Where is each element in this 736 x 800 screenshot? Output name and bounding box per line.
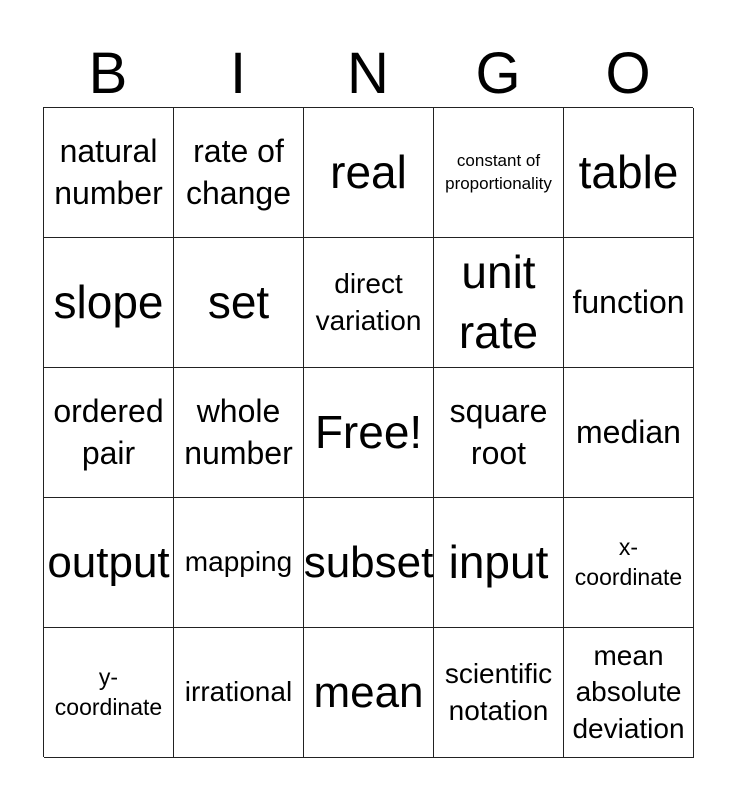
- bingo-cell[interactable]: mean absolute deviation: [564, 628, 694, 758]
- bingo-cell[interactable]: function: [564, 238, 694, 368]
- header-letter-g: G: [475, 41, 521, 106]
- bingo-cell[interactable]: table: [564, 108, 694, 238]
- bingo-cell[interactable]: slope: [44, 238, 174, 368]
- header-letter-b: B: [88, 41, 128, 106]
- bingo-cell[interactable]: scientific notation: [434, 628, 564, 758]
- bingo-cell[interactable]: square root: [434, 368, 564, 498]
- bingo-cell[interactable]: ordered pair: [44, 368, 174, 498]
- bingo-board: [43, 107, 693, 757]
- bingo-cell[interactable]: output: [44, 498, 174, 628]
- bingo-cell[interactable]: unit rate: [434, 238, 564, 368]
- bingo-cell[interactable]: set: [174, 238, 304, 368]
- bingo-cell[interactable]: whole number: [174, 368, 304, 498]
- bingo-cell[interactable]: direct variation: [304, 238, 434, 368]
- bingo-cell[interactable]: median: [564, 368, 694, 498]
- bingo-cell[interactable]: irrational: [174, 628, 304, 758]
- free-space-cell[interactable]: Free!: [304, 368, 434, 498]
- bingo-cell[interactable]: rate of change: [174, 108, 304, 238]
- bingo-cell[interactable]: constant of proportionality: [434, 108, 564, 238]
- bingo-cell[interactable]: natural number: [44, 108, 174, 238]
- bingo-cell[interactable]: real: [304, 108, 434, 238]
- bingo-cell[interactable]: input: [434, 498, 564, 628]
- bingo-cell[interactable]: x- coordinate: [564, 498, 694, 628]
- header-letter-i: I: [229, 41, 247, 106]
- bingo-header: [43, 40, 693, 108]
- header-letter-n: N: [347, 41, 389, 106]
- bingo-cell[interactable]: mean: [304, 628, 434, 758]
- bingo-cell[interactable]: mapping: [174, 498, 304, 628]
- bingo-cell[interactable]: subset: [304, 498, 434, 628]
- header-letter-o: O: [605, 41, 651, 106]
- bingo-cell[interactable]: y- coordinate: [44, 628, 174, 758]
